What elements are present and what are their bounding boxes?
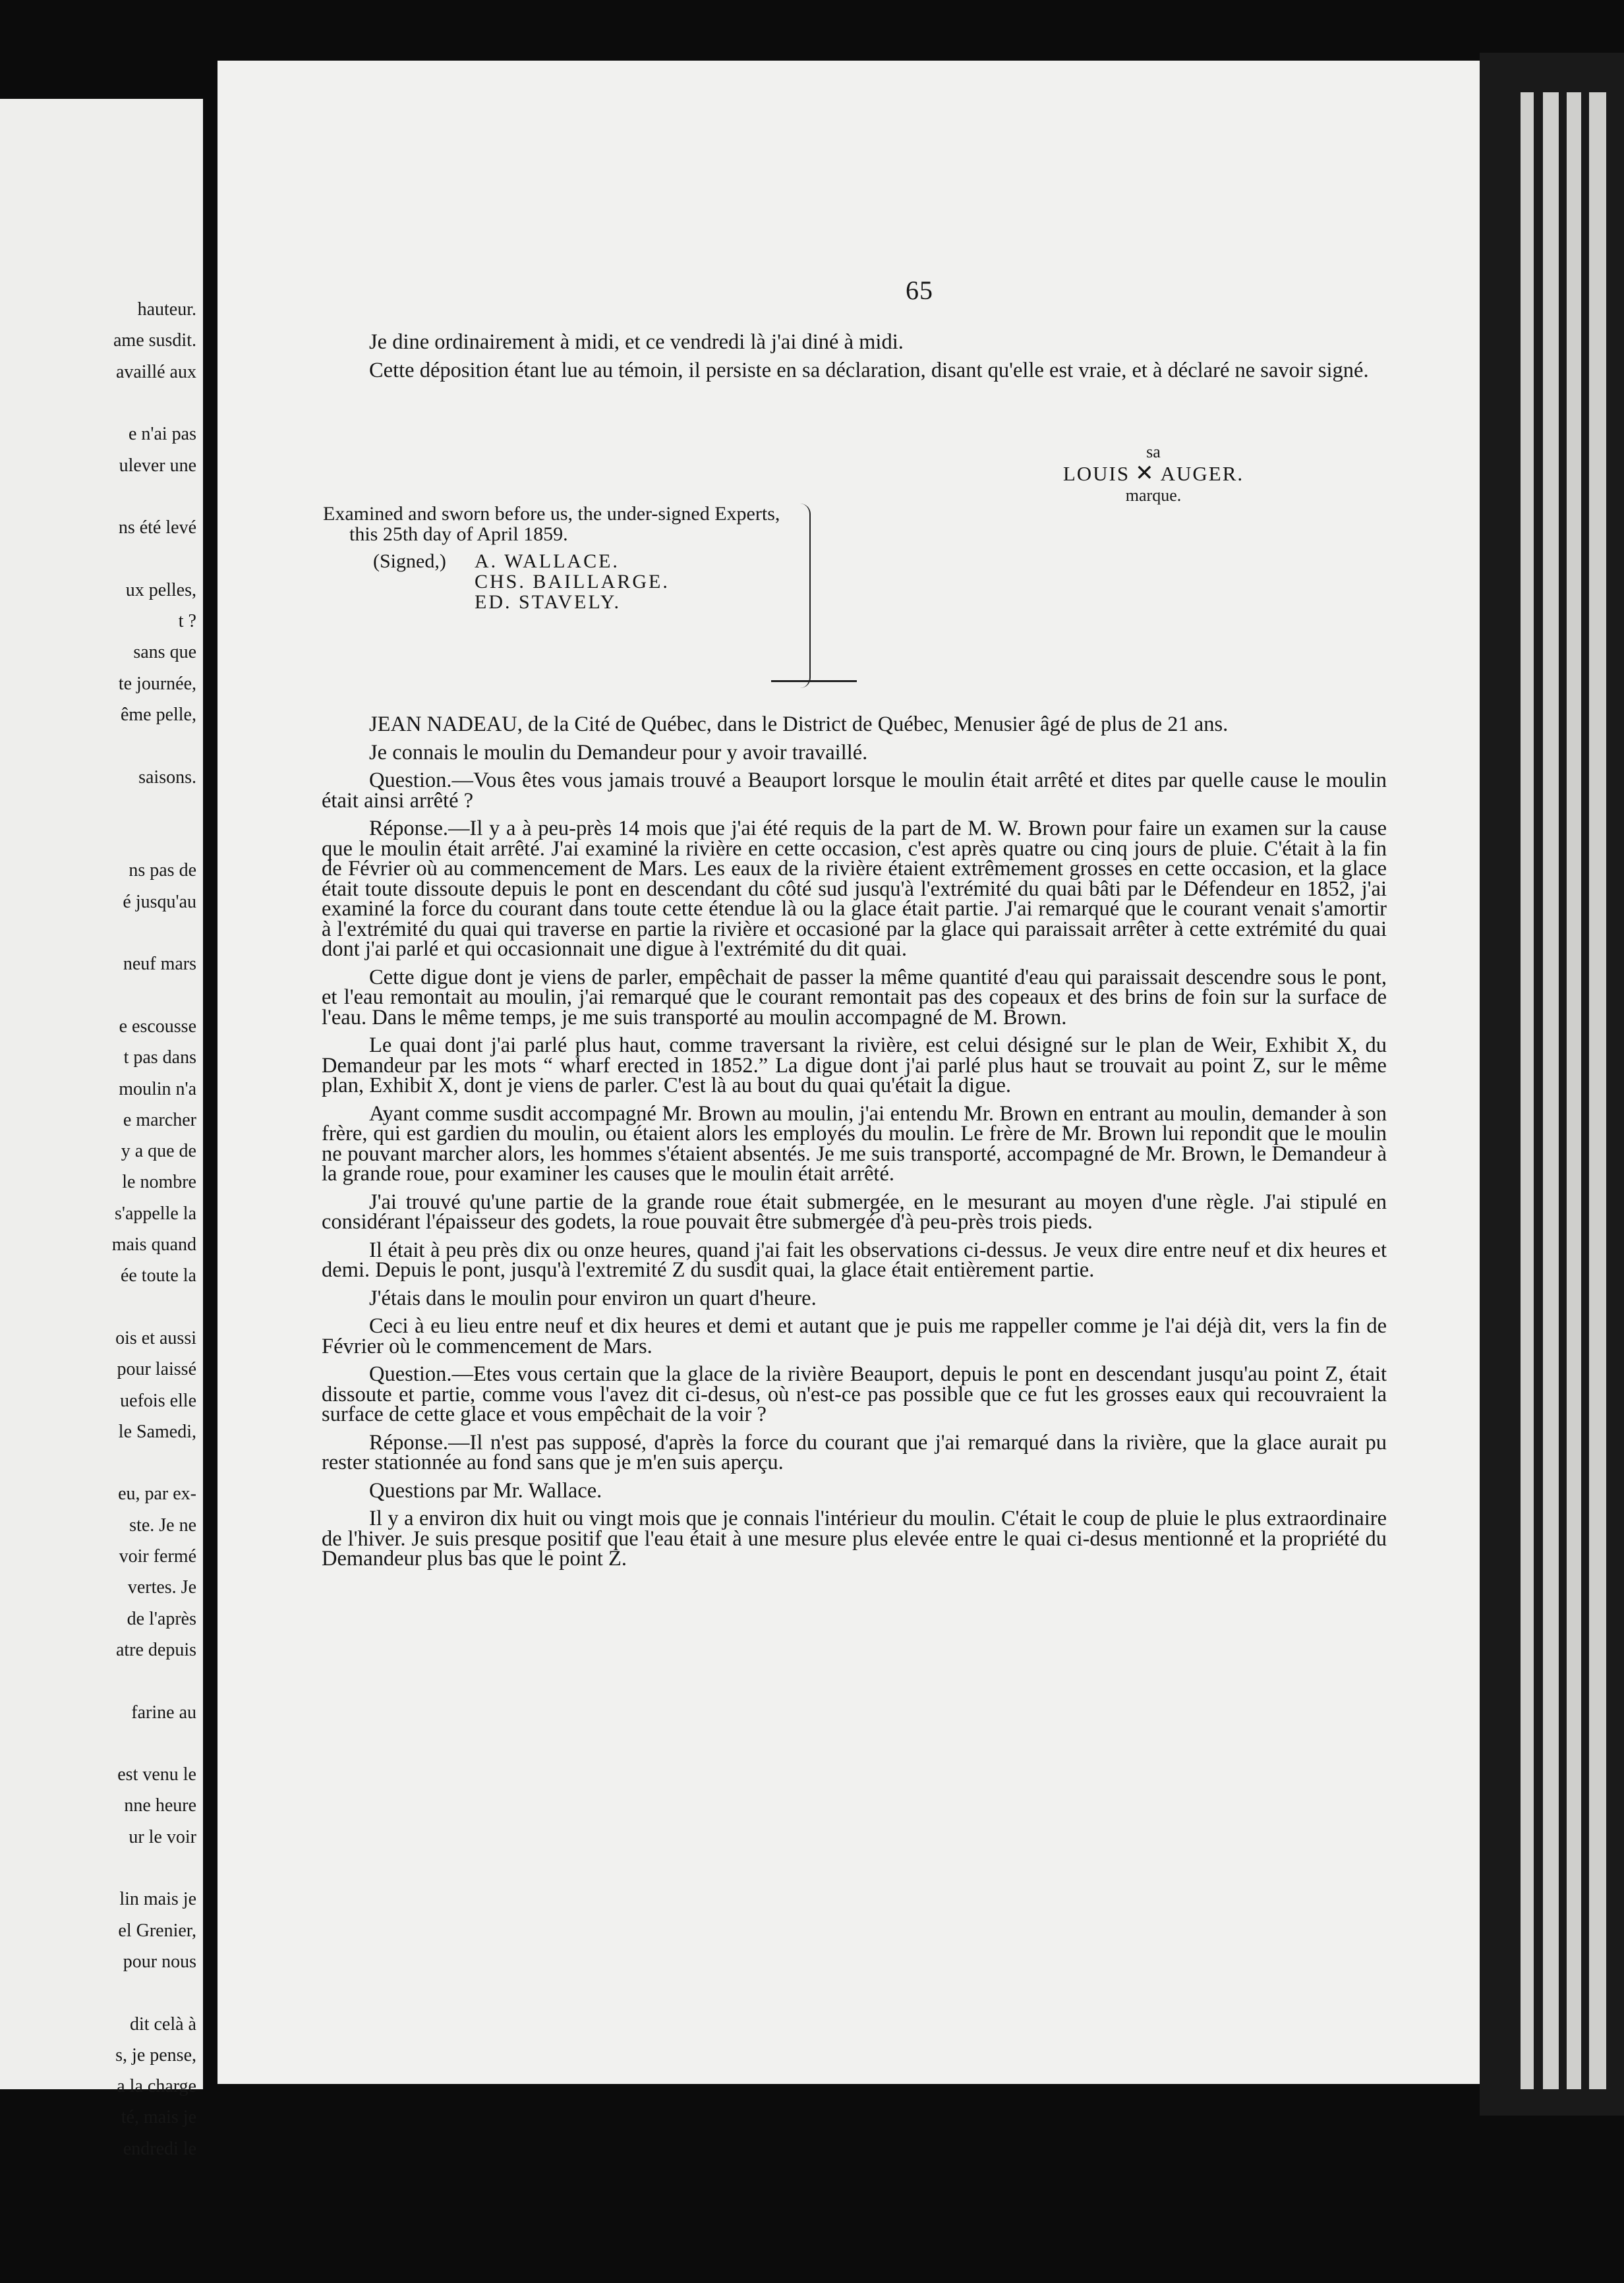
left-page-line: ée toute la [120, 1265, 196, 1286]
signature-below: marque. [1125, 486, 1182, 505]
paragraph: Questions par Mr. Wallace. [369, 1478, 602, 1503]
opening-text [322, 332, 1387, 380]
left-page-line: e marcher [123, 1109, 196, 1130]
left-page-line: e escousse [119, 1016, 196, 1037]
left-page-line: s'appelle la [115, 1203, 196, 1224]
left-page-line: s, je pense, [115, 2044, 196, 2066]
left-page-line: le Samedi, [118, 1421, 196, 1442]
paragraph: Ceci à eu lieu entre neuf et dix heures et demi et autant que je puis me rappeller comme je l'ai déjà dit, vers la fin de Février où le commencement de Mars. [322, 1314, 1387, 1358]
left-page-line: uefois elle [120, 1390, 196, 1411]
left-page-line: ême pelle, [120, 704, 196, 725]
signer-name: CHS. BAILLARGE. [475, 571, 670, 592]
paragraph: JEAN NADEAU, de la Cité de Québec, dans le District de Québec, Menusier âgé de plus de 21 ans. [369, 712, 1229, 736]
left-page-line: moulin n'a [119, 1078, 196, 1099]
paragraph: Ayant comme susdit accompagné Mr. Brown au moulin, j'ai entendu Mr. Brown en entrant au moulin, demander à son frère, qui est gardien du moulin, ou étaient alors les employés du moulin. Le frère de Mr. Brown lui repondit que le moulin ne pouvant marcher alors, les hommes s'étaient absentés. Je me suis transporté, accompagné de Mr. Brown, le Demandeur à la grande roue, pour examiner les causes que le moulin était arrêté. [322, 1101, 1387, 1186]
testimony-text [322, 714, 1387, 1569]
signature-above: sa [1146, 442, 1161, 461]
attestation-intro: Examined and sworn before us, the under-signed Experts, this 25th day of April 1859. [323, 503, 780, 545]
section-divider [771, 680, 857, 682]
attestation-block [323, 504, 811, 612]
left-page-line: ste. Je ne [129, 1515, 196, 1536]
paragraph: J'étais dans le moulin pour environ un quart d'heure. [369, 1286, 817, 1310]
left-page-line: nne heure [124, 1795, 196, 1816]
left-page-line: endredi le [123, 2138, 196, 2159]
paragraph: Réponse.—Il n'est pas supposé, d'après la force du courant que j'ai remarqué dans la rivière, que la glace aurait pu rester stationnée au fond sans que je m'en suis aperçu. [322, 1430, 1387, 1474]
signature-name [1028, 461, 1279, 486]
left-page-line: dit celà à [129, 2013, 196, 2035]
page-edge [1567, 92, 1581, 2089]
left-page-line: voir fermé [119, 1546, 196, 1567]
left-page-line: atre depuis [115, 1639, 196, 1660]
left-page-line: ur le voir [129, 1826, 196, 1847]
page-edge [1521, 92, 1534, 2089]
signer-list [475, 551, 670, 612]
paragraph: J'ai trouvé qu'une partie de la grande roue était submergée, en le mesurant au moyen d'une règle. J'ai stipulé en considérant l'épaisseur des godets, la roue pouvait être submergée d'à peu-près trois pieds. [322, 1190, 1387, 1234]
paragraph: Question.—Etes vous certain que la glace de la rivière Beauport, depuis le pont en descendant jusqu'au point Z, était dissoute et partie, comme vous l'avez dit ci-desus, où n'est-ce pas possible que ce fut les grosses eaux qui recouvraient la surface de cette glace et vous empêchait de la voir ? [322, 1362, 1387, 1426]
cross-mark-icon: ✕ [1135, 461, 1155, 486]
left-page-line: availlé aux [115, 361, 196, 382]
signer-name: ED. STAVELY. [475, 591, 622, 613]
left-page-line: te journée, [118, 673, 196, 694]
left-page-line: té, mais je [121, 2107, 196, 2128]
left-page-line: est venu le [117, 1764, 196, 1785]
left-page-line: é jusqu'au [123, 891, 196, 912]
left-page-line: pour laissé [117, 1359, 196, 1380]
document-page [218, 61, 1480, 2084]
left-page-line: e n'ai pas [128, 424, 196, 445]
left-page-line: farine au [131, 1702, 196, 1723]
left-page-line: el Grenier, [118, 1920, 196, 1941]
paragraph: Je connais le moulin du Demandeur pour y avoir travaillé. [369, 740, 868, 765]
paragraph: Le quai dont j'ai parlé plus haut, comme traversant la rivière, est celui désigné sur le plan de Weir, Exhibit X, du Demandeur par les mots “ wharf erected in 1852.” La digue dont j'ai parlé plus haut se trouvait au point Z, sur le même plan, Exhibit X, dont je viens de parler. C'est là au bout du quai qu'était la digue. [322, 1033, 1387, 1097]
left-page-line: eu, par ex- [118, 1484, 196, 1505]
signature-first-name: LOUIS [1062, 462, 1130, 485]
left-page-line: ulever une [119, 455, 196, 476]
brace-bracket [800, 504, 811, 688]
paragraph: Cette digue dont je viens de parler, empêchait de passer la même quantité d'eau qui paraissait descendre sous le pont, et l'eau remontait au moulin, j'ai remarqué que le courant remontait pas des copeaux et des brins de foin sur la surface de l'eau. Dans le même temps, je me suis transporté au moulin accompagné de M. Brown. [322, 965, 1387, 1029]
witness-signature [1028, 443, 1279, 505]
paragraph: Question.—Vous êtes vous jamais trouvé a Beauport lorsque le moulin était arrêté et dites par quelle cause le moulin était ainsi arrêté ? [322, 768, 1387, 813]
left-page-line: pour nous [123, 1951, 196, 1972]
signature-last-name: AUGER. [1160, 462, 1244, 485]
left-page-line: vertes. Je [127, 1577, 196, 1598]
left-page-line: lin mais je [119, 1889, 196, 1910]
left-facing-page [0, 99, 203, 2159]
signer-name: A. WALLACE. [475, 550, 620, 572]
paragraph: Réponse.—Il y a à peu-près 14 mois que j'ai été requis de la part de M. W. Brown pour faire un examen sur la cause que le moulin était arrêté. J'ai examiné la rivière en cette occasion, c'est après quatre ou cinq jours de pluie. C'était à la fin de Février où au commencement de Mars. Les eaux de la rivière étaient extrêmement grosses en cette occasion, et la glace était toute dissoute depuis le pont en descendant du côté sud jusqu'à l'extrémité du quai bâti par le Défendeur en 1852, j'ai examiné la force du courant dans toute cette étendue là ou la glace était partie. J'ai remarqué que le courant venait s'amortir à l'extrémité du quai qui traverse en partie la rivière et occasioné par la glace qui paraissait arrêter à cette extrémité du quai dont j'ai parlé et qui occasionnait une digue à l'extrémité du dit quai. [322, 817, 1387, 961]
page-edges [1480, 53, 1624, 2116]
paragraph: Je dine ordinairement à midi, et ce vendredi là j'ai diné à midi. [369, 330, 904, 354]
page-edge [1589, 92, 1606, 2089]
left-page-line: ame susdit. [113, 330, 196, 351]
left-page-line: ns été levé [118, 517, 196, 538]
page-edge [1543, 92, 1559, 2089]
paragraph: Cette déposition étant lue au témoin, il persiste en sa déclaration, disant qu'elle est vraie, et à déclaré ne savoir signé. [369, 358, 1369, 382]
left-page-line: ux pelles, [125, 579, 196, 600]
page-number: 65 [906, 275, 933, 305]
paragraph: Il était à peu près dix ou onze heures, quand j'ai fait les observations ci-dessus. Je veux dire entre neuf et dix heures et demi. Depuis le pont, jusqu'à l'extremité Z du susdit quai, la glace était entièrement partie. [322, 1238, 1387, 1282]
left-page-line: t pas dans [123, 1047, 196, 1068]
left-page-line: mais quand [111, 1234, 196, 1255]
left-page-line: ns pas de [129, 860, 196, 881]
left-page-line: le nombre [122, 1172, 196, 1193]
signed-label: (Signed,) [373, 550, 446, 572]
left-page-line: y a que de [121, 1141, 196, 1162]
left-page-line: t ? [178, 611, 196, 631]
paragraph: Il y a environ dix huit ou vingt mois que je connais l'intérieur du moulin. C'était le coup de pluie le plus extraordinaire de l'hiver. Je suis presque positif que l'eau était à une mesure plus elevée entre le quai ci-desus mentionné et la propriété du Demandeur plus bas que le point Z. [322, 1507, 1387, 1571]
signers [323, 551, 811, 612]
left-page-line: de l'après [127, 1608, 196, 1629]
left-page-line: sans que [133, 642, 196, 663]
left-page-line: neuf mars [123, 954, 196, 975]
left-page-line: a la charge [117, 2076, 196, 2097]
left-page-line: saisons. [138, 766, 196, 788]
left-page-line: hauteur. [137, 299, 196, 320]
left-page-line: ois et aussi [115, 1327, 196, 1348]
